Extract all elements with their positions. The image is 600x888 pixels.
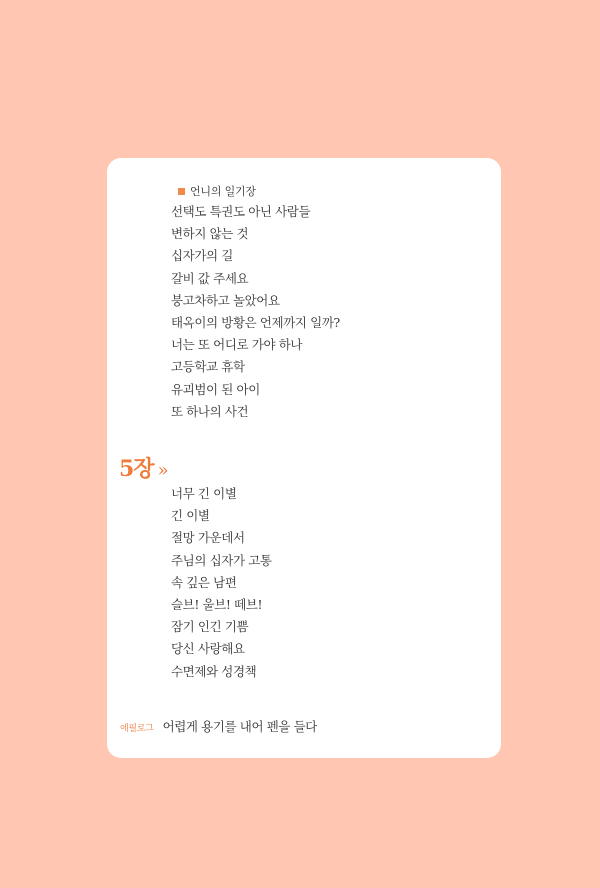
section-header-label: 언니의 일기장 — [190, 185, 256, 198]
toc-item: 너무 긴 이별 — [171, 486, 237, 501]
toc-item: 속 깊은 남편 — [171, 574, 237, 590]
toc-item: 또 하나의 사건 — [171, 403, 249, 419]
toc-item: 유괴범이 된 아이 — [171, 381, 260, 397]
toc-item: 주님의 십자가 고통 — [171, 552, 272, 568]
toc-item: 태옥이의 방황은 언제까지 일까? — [171, 314, 340, 330]
toc-list-a — [171, 201, 340, 423]
toc-item: 변하지 않는 것 — [171, 226, 249, 242]
toc-item: 고등학교 휴학 — [171, 359, 245, 375]
toc-item: 갈비 값 주세요 — [171, 270, 249, 286]
toc-item: 절망 가운데서 — [171, 530, 245, 546]
toc-item: 잠기 인긴 기쁨 — [171, 619, 249, 635]
epilogue-title: 어렵게 용기를 내어 펜을 들다 — [162, 719, 317, 734]
double-chevron-icon: » — [157, 460, 168, 481]
section-header — [178, 183, 256, 199]
toc-item: 당신 사랑해요 — [171, 641, 245, 657]
toc-item: 십자가의 길 — [171, 248, 233, 264]
toc-item: 슬브! 울브! 떼브! — [171, 596, 263, 612]
toc-item: 선택도 특권도 아닌 사람들 — [171, 204, 311, 219]
toc-item: 붕고차하고 놀았어요 — [171, 292, 280, 308]
epilogue-label: 에필로그 — [120, 724, 154, 734]
toc-item: 너는 또 어디로 가야 하나 — [171, 337, 303, 353]
toc-item: 수면제와 성경책 — [171, 663, 257, 679]
toc-list-b — [171, 483, 272, 683]
chapter-heading — [119, 452, 168, 483]
square-bullet-icon — [178, 188, 185, 195]
toc-item: 긴 이별 — [171, 508, 210, 524]
epilogue-entry — [120, 717, 317, 735]
chapter-label: 5장 — [119, 456, 154, 482]
